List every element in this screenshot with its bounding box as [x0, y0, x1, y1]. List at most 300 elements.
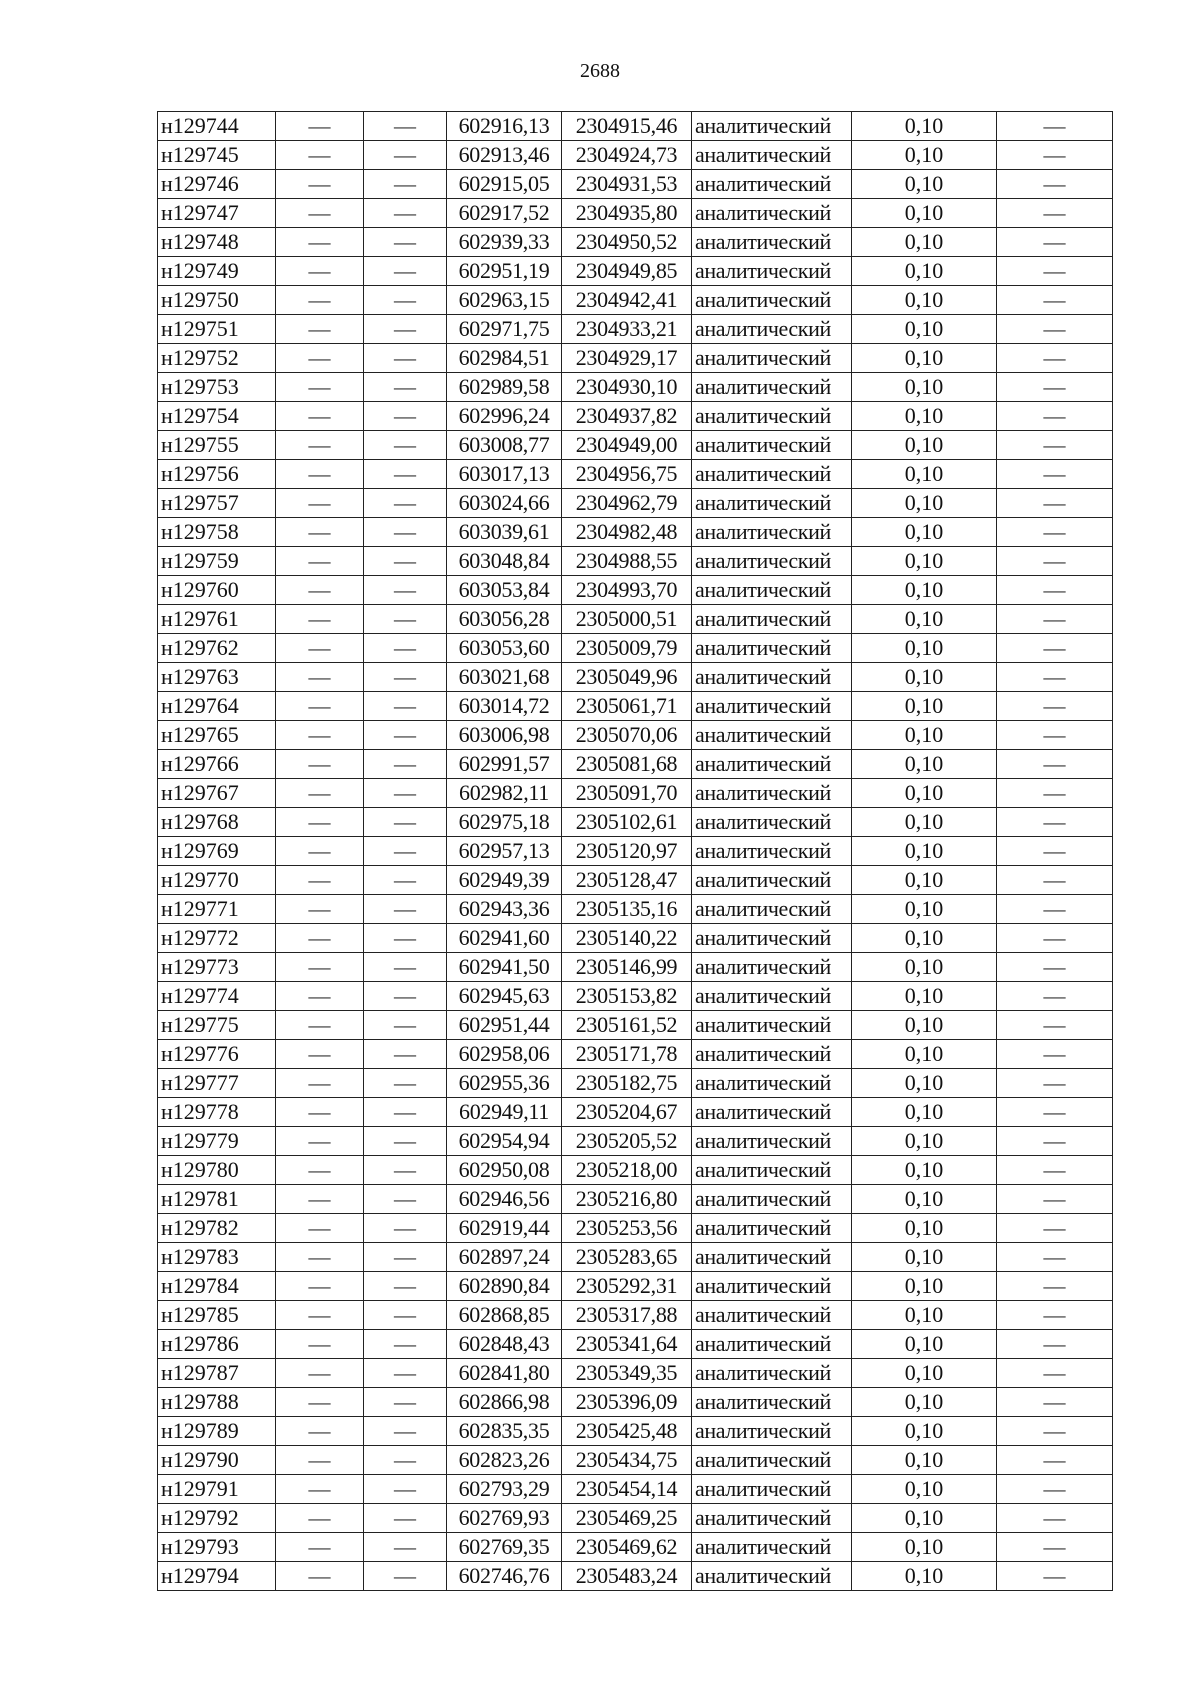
empty-dash-cell: — — [276, 808, 364, 837]
note-dash-cell: — — [997, 228, 1113, 257]
table-row — [158, 663, 1113, 692]
y-coordinate-cell: 2305283,65 — [562, 1243, 692, 1272]
note-dash-cell: — — [997, 750, 1113, 779]
x-coordinate-cell: 602769,35 — [447, 1533, 562, 1562]
empty-dash-cell: — — [276, 1504, 364, 1533]
table-row — [158, 1011, 1113, 1040]
y-coordinate-cell: 2304949,00 — [562, 431, 692, 460]
table-row — [158, 605, 1113, 634]
x-coordinate-cell: 602975,18 — [447, 808, 562, 837]
x-coordinate-cell: 602989,58 — [447, 373, 562, 402]
method-cell: аналитический — [692, 1185, 852, 1214]
point-name-cell: н129766 — [158, 750, 276, 779]
x-coordinate-cell: 602949,39 — [447, 866, 562, 895]
accuracy-cell: 0,10 — [852, 518, 997, 547]
note-dash-cell: — — [997, 431, 1113, 460]
y-coordinate-cell: 2304933,21 — [562, 315, 692, 344]
method-cell: аналитический — [692, 1417, 852, 1446]
method-cell: аналитический — [692, 460, 852, 489]
method-cell: аналитический — [692, 547, 852, 576]
empty-dash-cell: — — [364, 1185, 447, 1214]
table-row — [158, 1301, 1113, 1330]
method-cell: аналитический — [692, 1127, 852, 1156]
empty-dash-cell: — — [276, 199, 364, 228]
accuracy-cell: 0,10 — [852, 1185, 997, 1214]
point-name-cell: н129779 — [158, 1127, 276, 1156]
y-coordinate-cell: 2305049,96 — [562, 663, 692, 692]
empty-dash-cell: — — [364, 1214, 447, 1243]
empty-dash-cell: — — [276, 953, 364, 982]
point-name-cell: н129768 — [158, 808, 276, 837]
empty-dash-cell: — — [364, 402, 447, 431]
table-row — [158, 1069, 1113, 1098]
method-cell: аналитический — [692, 663, 852, 692]
empty-dash-cell: — — [364, 547, 447, 576]
note-dash-cell: — — [997, 634, 1113, 663]
x-coordinate-cell: 602949,11 — [447, 1098, 562, 1127]
accuracy-cell: 0,10 — [852, 1069, 997, 1098]
accuracy-cell: 0,10 — [852, 1127, 997, 1156]
empty-dash-cell: — — [276, 257, 364, 286]
point-name-cell: н129771 — [158, 895, 276, 924]
note-dash-cell: — — [997, 808, 1113, 837]
table-row — [158, 1156, 1113, 1185]
note-dash-cell: — — [997, 576, 1113, 605]
y-coordinate-cell: 2305091,70 — [562, 779, 692, 808]
empty-dash-cell: — — [276, 605, 364, 634]
point-name-cell: н129748 — [158, 228, 276, 257]
x-coordinate-cell: 602996,24 — [447, 402, 562, 431]
point-name-cell: н129778 — [158, 1098, 276, 1127]
point-name-cell: н129788 — [158, 1388, 276, 1417]
note-dash-cell: — — [997, 1475, 1113, 1504]
empty-dash-cell: — — [276, 228, 364, 257]
empty-dash-cell: — — [276, 1330, 364, 1359]
method-cell: аналитический — [692, 576, 852, 605]
y-coordinate-cell: 2305454,14 — [562, 1475, 692, 1504]
x-coordinate-cell: 603017,13 — [447, 460, 562, 489]
note-dash-cell: — — [997, 953, 1113, 982]
note-dash-cell: — — [997, 1040, 1113, 1069]
x-coordinate-cell: 602943,36 — [447, 895, 562, 924]
empty-dash-cell: — — [364, 750, 447, 779]
y-coordinate-cell: 2304950,52 — [562, 228, 692, 257]
table-row — [158, 634, 1113, 663]
table-row — [158, 692, 1113, 721]
accuracy-cell: 0,10 — [852, 1446, 997, 1475]
note-dash-cell: — — [997, 112, 1113, 141]
empty-dash-cell: — — [276, 576, 364, 605]
y-coordinate-cell: 2304915,46 — [562, 112, 692, 141]
empty-dash-cell: — — [276, 663, 364, 692]
x-coordinate-cell: 602991,57 — [447, 750, 562, 779]
accuracy-cell: 0,10 — [852, 663, 997, 692]
accuracy-cell: 0,10 — [852, 1301, 997, 1330]
method-cell: аналитический — [692, 431, 852, 460]
empty-dash-cell: — — [276, 547, 364, 576]
accuracy-cell: 0,10 — [852, 199, 997, 228]
method-cell: аналитический — [692, 141, 852, 170]
empty-dash-cell: — — [276, 460, 364, 489]
table-row — [158, 1040, 1113, 1069]
accuracy-cell: 0,10 — [852, 431, 997, 460]
table-row — [158, 402, 1113, 431]
point-name-cell: н129782 — [158, 1214, 276, 1243]
empty-dash-cell: — — [276, 779, 364, 808]
table-row — [158, 1533, 1113, 1562]
y-coordinate-cell: 2305140,22 — [562, 924, 692, 953]
note-dash-cell: — — [997, 1185, 1113, 1214]
note-dash-cell: — — [997, 866, 1113, 895]
empty-dash-cell: — — [276, 1040, 364, 1069]
point-name-cell: н129792 — [158, 1504, 276, 1533]
empty-dash-cell: — — [364, 228, 447, 257]
empty-dash-cell: — — [276, 982, 364, 1011]
accuracy-cell: 0,10 — [852, 1417, 997, 1446]
note-dash-cell: — — [997, 1446, 1113, 1475]
empty-dash-cell: — — [364, 141, 447, 170]
table-row — [158, 170, 1113, 199]
empty-dash-cell: — — [364, 895, 447, 924]
method-cell: аналитический — [692, 1359, 852, 1388]
x-coordinate-cell: 602955,36 — [447, 1069, 562, 1098]
empty-dash-cell: — — [276, 1185, 364, 1214]
empty-dash-cell: — — [364, 170, 447, 199]
y-coordinate-cell: 2304942,41 — [562, 286, 692, 315]
empty-dash-cell: — — [364, 344, 447, 373]
table-row — [158, 895, 1113, 924]
table-row — [158, 1098, 1113, 1127]
point-name-cell: н129761 — [158, 605, 276, 634]
note-dash-cell: — — [997, 286, 1113, 315]
method-cell: аналитический — [692, 257, 852, 286]
empty-dash-cell: — — [276, 750, 364, 779]
point-name-cell: н129775 — [158, 1011, 276, 1040]
table-row — [158, 1330, 1113, 1359]
note-dash-cell: — — [997, 1243, 1113, 1272]
note-dash-cell: — — [997, 489, 1113, 518]
table-row — [158, 779, 1113, 808]
x-coordinate-cell: 602823,26 — [447, 1446, 562, 1475]
point-name-cell: н129781 — [158, 1185, 276, 1214]
empty-dash-cell: — — [276, 1301, 364, 1330]
table-row — [158, 808, 1113, 837]
empty-dash-cell: — — [364, 1156, 447, 1185]
accuracy-cell: 0,10 — [852, 373, 997, 402]
point-name-cell: н129749 — [158, 257, 276, 286]
empty-dash-cell: — — [364, 605, 447, 634]
method-cell: аналитический — [692, 1243, 852, 1272]
empty-dash-cell: — — [276, 1533, 364, 1562]
empty-dash-cell: — — [364, 315, 447, 344]
page-number: 2688 — [580, 60, 620, 82]
accuracy-cell: 0,10 — [852, 1504, 997, 1533]
point-name-cell: н129773 — [158, 953, 276, 982]
note-dash-cell: — — [997, 1156, 1113, 1185]
x-coordinate-cell: 602957,13 — [447, 837, 562, 866]
x-coordinate-cell: 602917,52 — [447, 199, 562, 228]
empty-dash-cell: — — [364, 112, 447, 141]
y-coordinate-cell: 2305349,35 — [562, 1359, 692, 1388]
method-cell: аналитический — [692, 489, 852, 518]
method-cell: аналитический — [692, 373, 852, 402]
x-coordinate-cell: 603053,84 — [447, 576, 562, 605]
accuracy-cell: 0,10 — [852, 605, 997, 634]
empty-dash-cell: — — [364, 1533, 447, 1562]
point-name-cell: н129784 — [158, 1272, 276, 1301]
x-coordinate-cell: 602954,94 — [447, 1127, 562, 1156]
empty-dash-cell: — — [364, 982, 447, 1011]
empty-dash-cell: — — [364, 1446, 447, 1475]
x-coordinate-cell: 603053,60 — [447, 634, 562, 663]
method-cell: аналитический — [692, 1069, 852, 1098]
point-name-cell: н129793 — [158, 1533, 276, 1562]
method-cell: аналитический — [692, 1446, 852, 1475]
accuracy-cell: 0,10 — [852, 1040, 997, 1069]
note-dash-cell: — — [997, 1417, 1113, 1446]
accuracy-cell: 0,10 — [852, 779, 997, 808]
accuracy-cell: 0,10 — [852, 634, 997, 663]
accuracy-cell: 0,10 — [852, 402, 997, 431]
x-coordinate-cell: 603048,84 — [447, 547, 562, 576]
accuracy-cell: 0,10 — [852, 1562, 997, 1591]
point-name-cell: н129777 — [158, 1069, 276, 1098]
y-coordinate-cell: 2304935,80 — [562, 199, 692, 228]
empty-dash-cell: — — [364, 721, 447, 750]
empty-dash-cell: — — [276, 1272, 364, 1301]
empty-dash-cell: — — [364, 924, 447, 953]
note-dash-cell: — — [997, 1359, 1113, 1388]
accuracy-cell: 0,10 — [852, 982, 997, 1011]
accuracy-cell: 0,10 — [852, 692, 997, 721]
empty-dash-cell: — — [276, 489, 364, 518]
y-coordinate-cell: 2305061,71 — [562, 692, 692, 721]
y-coordinate-cell: 2305102,61 — [562, 808, 692, 837]
empty-dash-cell: — — [276, 1388, 364, 1417]
point-name-cell: н129789 — [158, 1417, 276, 1446]
x-coordinate-cell: 602946,56 — [447, 1185, 562, 1214]
table-row — [158, 1127, 1113, 1156]
table-row — [158, 373, 1113, 402]
note-dash-cell: — — [997, 837, 1113, 866]
empty-dash-cell: — — [364, 837, 447, 866]
note-dash-cell: — — [997, 692, 1113, 721]
empty-dash-cell: — — [276, 170, 364, 199]
table-row — [158, 866, 1113, 895]
table-row — [158, 1475, 1113, 1504]
accuracy-cell: 0,10 — [852, 547, 997, 576]
accuracy-cell: 0,10 — [852, 228, 997, 257]
empty-dash-cell: — — [276, 1069, 364, 1098]
accuracy-cell: 0,10 — [852, 1243, 997, 1272]
empty-dash-cell: — — [364, 1069, 447, 1098]
x-coordinate-cell: 602984,51 — [447, 344, 562, 373]
empty-dash-cell: — — [276, 634, 364, 663]
method-cell: аналитический — [692, 634, 852, 663]
table-row — [158, 1359, 1113, 1388]
x-coordinate-cell: 602941,50 — [447, 953, 562, 982]
x-coordinate-cell: 603014,72 — [447, 692, 562, 721]
method-cell: аналитический — [692, 1475, 852, 1504]
x-coordinate-cell: 603056,28 — [447, 605, 562, 634]
y-coordinate-cell: 2305171,78 — [562, 1040, 692, 1069]
empty-dash-cell: — — [276, 1156, 364, 1185]
y-coordinate-cell: 2305182,75 — [562, 1069, 692, 1098]
method-cell: аналитический — [692, 1011, 852, 1040]
method-cell: аналитический — [692, 518, 852, 547]
accuracy-cell: 0,10 — [852, 1330, 997, 1359]
point-name-cell: н129764 — [158, 692, 276, 721]
empty-dash-cell: — — [364, 1040, 447, 1069]
y-coordinate-cell: 2305216,80 — [562, 1185, 692, 1214]
accuracy-cell: 0,10 — [852, 1156, 997, 1185]
table-row — [158, 112, 1113, 141]
x-coordinate-cell: 602915,05 — [447, 170, 562, 199]
x-coordinate-cell: 602951,19 — [447, 257, 562, 286]
y-coordinate-cell: 2305081,68 — [562, 750, 692, 779]
note-dash-cell: — — [997, 257, 1113, 286]
empty-dash-cell: — — [276, 692, 364, 721]
empty-dash-cell: — — [276, 1562, 364, 1591]
empty-dash-cell: — — [364, 779, 447, 808]
accuracy-cell: 0,10 — [852, 750, 997, 779]
note-dash-cell: — — [997, 518, 1113, 547]
x-coordinate-cell: 603039,61 — [447, 518, 562, 547]
note-dash-cell: — — [997, 1069, 1113, 1098]
y-coordinate-cell: 2305000,51 — [562, 605, 692, 634]
method-cell: аналитический — [692, 199, 852, 228]
table-row — [158, 344, 1113, 373]
method-cell: аналитический — [692, 866, 852, 895]
y-coordinate-cell: 2304937,82 — [562, 402, 692, 431]
y-coordinate-cell: 2304962,79 — [562, 489, 692, 518]
note-dash-cell: — — [997, 402, 1113, 431]
empty-dash-cell: — — [364, 1475, 447, 1504]
x-coordinate-cell: 602951,44 — [447, 1011, 562, 1040]
table-row — [158, 1504, 1113, 1533]
note-dash-cell: — — [997, 373, 1113, 402]
point-name-cell: н129763 — [158, 663, 276, 692]
table-row — [158, 460, 1113, 489]
empty-dash-cell: — — [364, 634, 447, 663]
empty-dash-cell: — — [276, 112, 364, 141]
empty-dash-cell: — — [364, 1562, 447, 1591]
method-cell: аналитический — [692, 228, 852, 257]
note-dash-cell: — — [997, 170, 1113, 199]
empty-dash-cell: — — [276, 286, 364, 315]
x-coordinate-cell: 602939,33 — [447, 228, 562, 257]
empty-dash-cell: — — [364, 953, 447, 982]
x-coordinate-cell: 602919,44 — [447, 1214, 562, 1243]
x-coordinate-cell: 602945,63 — [447, 982, 562, 1011]
empty-dash-cell: — — [364, 199, 447, 228]
table-row — [158, 286, 1113, 315]
x-coordinate-cell: 603024,66 — [447, 489, 562, 518]
x-coordinate-cell: 603021,68 — [447, 663, 562, 692]
table-row — [158, 1185, 1113, 1214]
x-coordinate-cell: 602848,43 — [447, 1330, 562, 1359]
empty-dash-cell: — — [364, 286, 447, 315]
y-coordinate-cell: 2304949,85 — [562, 257, 692, 286]
table-row — [158, 489, 1113, 518]
empty-dash-cell: — — [364, 1388, 447, 1417]
method-cell: аналитический — [692, 1301, 852, 1330]
note-dash-cell: — — [997, 982, 1113, 1011]
empty-dash-cell: — — [364, 866, 447, 895]
method-cell: аналитический — [692, 1040, 852, 1069]
x-coordinate-cell: 602982,11 — [447, 779, 562, 808]
x-coordinate-cell: 603008,77 — [447, 431, 562, 460]
x-coordinate-cell: 602793,29 — [447, 1475, 562, 1504]
method-cell: аналитический — [692, 837, 852, 866]
empty-dash-cell: — — [364, 1272, 447, 1301]
point-name-cell: н129753 — [158, 373, 276, 402]
method-cell: аналитический — [692, 808, 852, 837]
empty-dash-cell: — — [364, 1330, 447, 1359]
coordinates-table — [157, 111, 1113, 1591]
table-row — [158, 1446, 1113, 1475]
accuracy-cell: 0,10 — [852, 721, 997, 750]
x-coordinate-cell: 602897,24 — [447, 1243, 562, 1272]
table-row — [158, 953, 1113, 982]
empty-dash-cell: — — [364, 692, 447, 721]
empty-dash-cell: — — [276, 1127, 364, 1156]
empty-dash-cell: — — [276, 373, 364, 402]
accuracy-cell: 0,10 — [852, 257, 997, 286]
table-row — [158, 1214, 1113, 1243]
table-body — [158, 112, 1113, 1591]
method-cell: аналитический — [692, 1504, 852, 1533]
empty-dash-cell: — — [276, 924, 364, 953]
note-dash-cell: — — [997, 779, 1113, 808]
x-coordinate-cell: 602868,85 — [447, 1301, 562, 1330]
note-dash-cell: — — [997, 1301, 1113, 1330]
empty-dash-cell: — — [276, 344, 364, 373]
empty-dash-cell: — — [364, 1417, 447, 1446]
empty-dash-cell: — — [364, 663, 447, 692]
table-row — [158, 924, 1113, 953]
x-coordinate-cell: 603006,98 — [447, 721, 562, 750]
accuracy-cell: 0,10 — [852, 837, 997, 866]
accuracy-cell: 0,10 — [852, 1388, 997, 1417]
empty-dash-cell: — — [364, 460, 447, 489]
note-dash-cell: — — [997, 1533, 1113, 1562]
point-name-cell: н129750 — [158, 286, 276, 315]
accuracy-cell: 0,10 — [852, 1533, 997, 1562]
method-cell: аналитический — [692, 1272, 852, 1301]
y-coordinate-cell: 2305120,97 — [562, 837, 692, 866]
y-coordinate-cell: 2305469,62 — [562, 1533, 692, 1562]
note-dash-cell: — — [997, 1504, 1113, 1533]
note-dash-cell: — — [997, 1330, 1113, 1359]
method-cell: аналитический — [692, 750, 852, 779]
x-coordinate-cell: 602841,80 — [447, 1359, 562, 1388]
point-name-cell: н129747 — [158, 199, 276, 228]
table-row — [158, 750, 1113, 779]
empty-dash-cell: — — [364, 257, 447, 286]
table-row — [158, 1562, 1113, 1591]
method-cell: аналитический — [692, 605, 852, 634]
empty-dash-cell: — — [364, 1359, 447, 1388]
method-cell: аналитический — [692, 344, 852, 373]
empty-dash-cell: — — [276, 315, 364, 344]
empty-dash-cell: — — [364, 1127, 447, 1156]
table-row — [158, 199, 1113, 228]
accuracy-cell: 0,10 — [852, 286, 997, 315]
y-coordinate-cell: 2304929,17 — [562, 344, 692, 373]
y-coordinate-cell: 2305153,82 — [562, 982, 692, 1011]
table-row — [158, 228, 1113, 257]
